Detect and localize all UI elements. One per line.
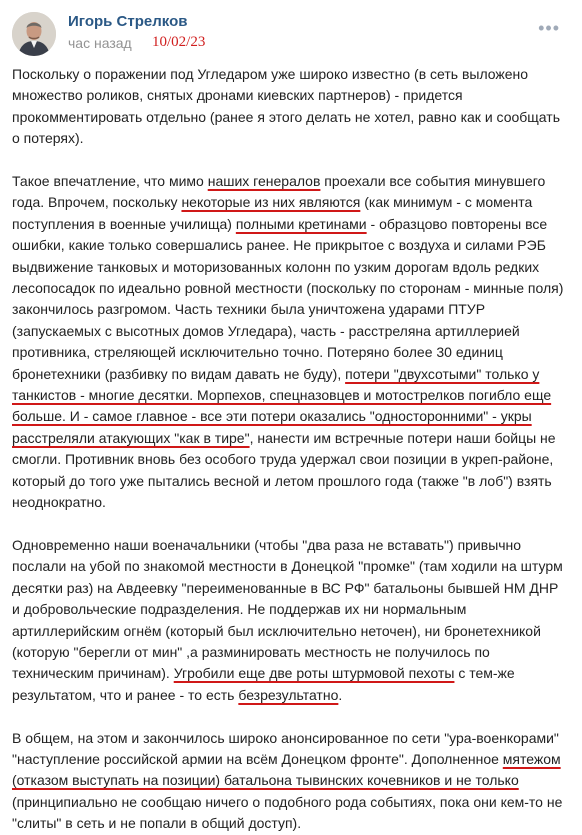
underlined-fragment: полными кретинами xyxy=(235,215,367,232)
underlined-fragment: Угробили еще две роты штурмовой пехоты xyxy=(173,665,455,682)
text-fragment: . xyxy=(338,686,343,703)
text-fragment: с тем-же результатом, что и ранее - то есть xyxy=(12,665,515,703)
text-fragment: Одновременно наши военачальники (чтобы "два раза не вставать") привычно послали на убой по знакомой местности в Донецкой "промке" (там ходили на штурм десятки раз) на Авдеевку "переименованные в ВС РФ" батальоны бывшей НМ ДНР и добровольческие подразделения. Не поддержав их ни нормальным артиллерийским огнём (который был исключительно неточен), ни бронетехникой (которую "берегли от мин" ,а разминировать местность не получилось по техническим причинам). xyxy=(12,536,563,682)
post-paragraph xyxy=(12,171,570,514)
text-fragment: проехали все события минувшего года. Впрочем, поскольку xyxy=(12,173,546,211)
post-time[interactable]: час назад xyxy=(68,35,132,51)
post-header xyxy=(12,10,572,58)
avatar-image xyxy=(12,12,56,56)
author-name[interactable]: Игорь Стрелков xyxy=(68,13,188,30)
avatar[interactable] xyxy=(12,12,56,56)
text-fragment: Такое впечатление, что мимо xyxy=(12,173,208,190)
text-fragment: (принципиально не сообщаю ничего о подобного рода событиях, пока они кем-то не "слиты" в сеть и не попали в общий доступ). xyxy=(12,793,563,832)
underlined-fragment: безрезультатно xyxy=(238,686,339,703)
post-text xyxy=(12,64,570,835)
underlined-fragment: наших генералов xyxy=(207,173,321,190)
text-fragment: В общем, на этом и закончилось широко анонсированное по сети "ура-военкорами" "наступление российской армии на всём Донецком фронте". Дополненное xyxy=(12,729,559,767)
post-paragraph xyxy=(12,728,570,835)
text-fragment: - образцово повторены все ошибки, какие только совершались ранее. Не прикрытое с воздуха и силами РЭБ выдвижение танковых и моторизованных колонн по узким дорогам вдоль редких лесопосадок по идеально ровной местности (поскольку по сторонам - минные поля) закончилось разгромом. Часть техники была уничтожена ударами ПТУР (запускаемых с высотных домов Угледара), часть - расстреляна артиллерией противника, стреляющей исключительно точно. Потеряно более 30 единиц бронетехники (разбивку по видам давать не буду), xyxy=(12,215,564,382)
post-paragraph xyxy=(12,535,570,706)
post-paragraph xyxy=(12,64,570,150)
more-dots-icon[interactable]: ••• xyxy=(538,18,560,38)
underlined-fragment: потери "двухсотыми" только у танкистов - многие десятки. Морпехов, спецназовцев и мотострелков погибло еще больше. И - самое главное - все эти потери оказались "односторонними" - укры расстреляли атакующих "как в тире" xyxy=(12,365,552,446)
underlined-fragment: некоторые из них являются xyxy=(181,194,361,211)
text-fragment: Поскольку о поражении под Угледаром уже широко известно (в сеть выложено множество роликов, снятых дронами киевских партнеров) - придется прокомментировать отдельно (ранее я этого делать не хотел, равно как и сообщать о потерях). xyxy=(12,66,560,147)
underlined-fragment: мятежом (отказом выступать на позиции) батальона тывинских кочевников и не только xyxy=(12,750,561,789)
text-fragment: , нанести им встречные потери наши бойцы не смогли. Противник вновь без особого труда удержал свои позиции в укреп-районе, который до того уже пытались весной и летом прошлого года (также "в лоб") взять неоднократно. xyxy=(12,429,556,511)
text-fragment: (как минимум - с момента поступления в военные училища) xyxy=(12,194,533,232)
date-stamp: 10/02/23 xyxy=(152,34,206,50)
